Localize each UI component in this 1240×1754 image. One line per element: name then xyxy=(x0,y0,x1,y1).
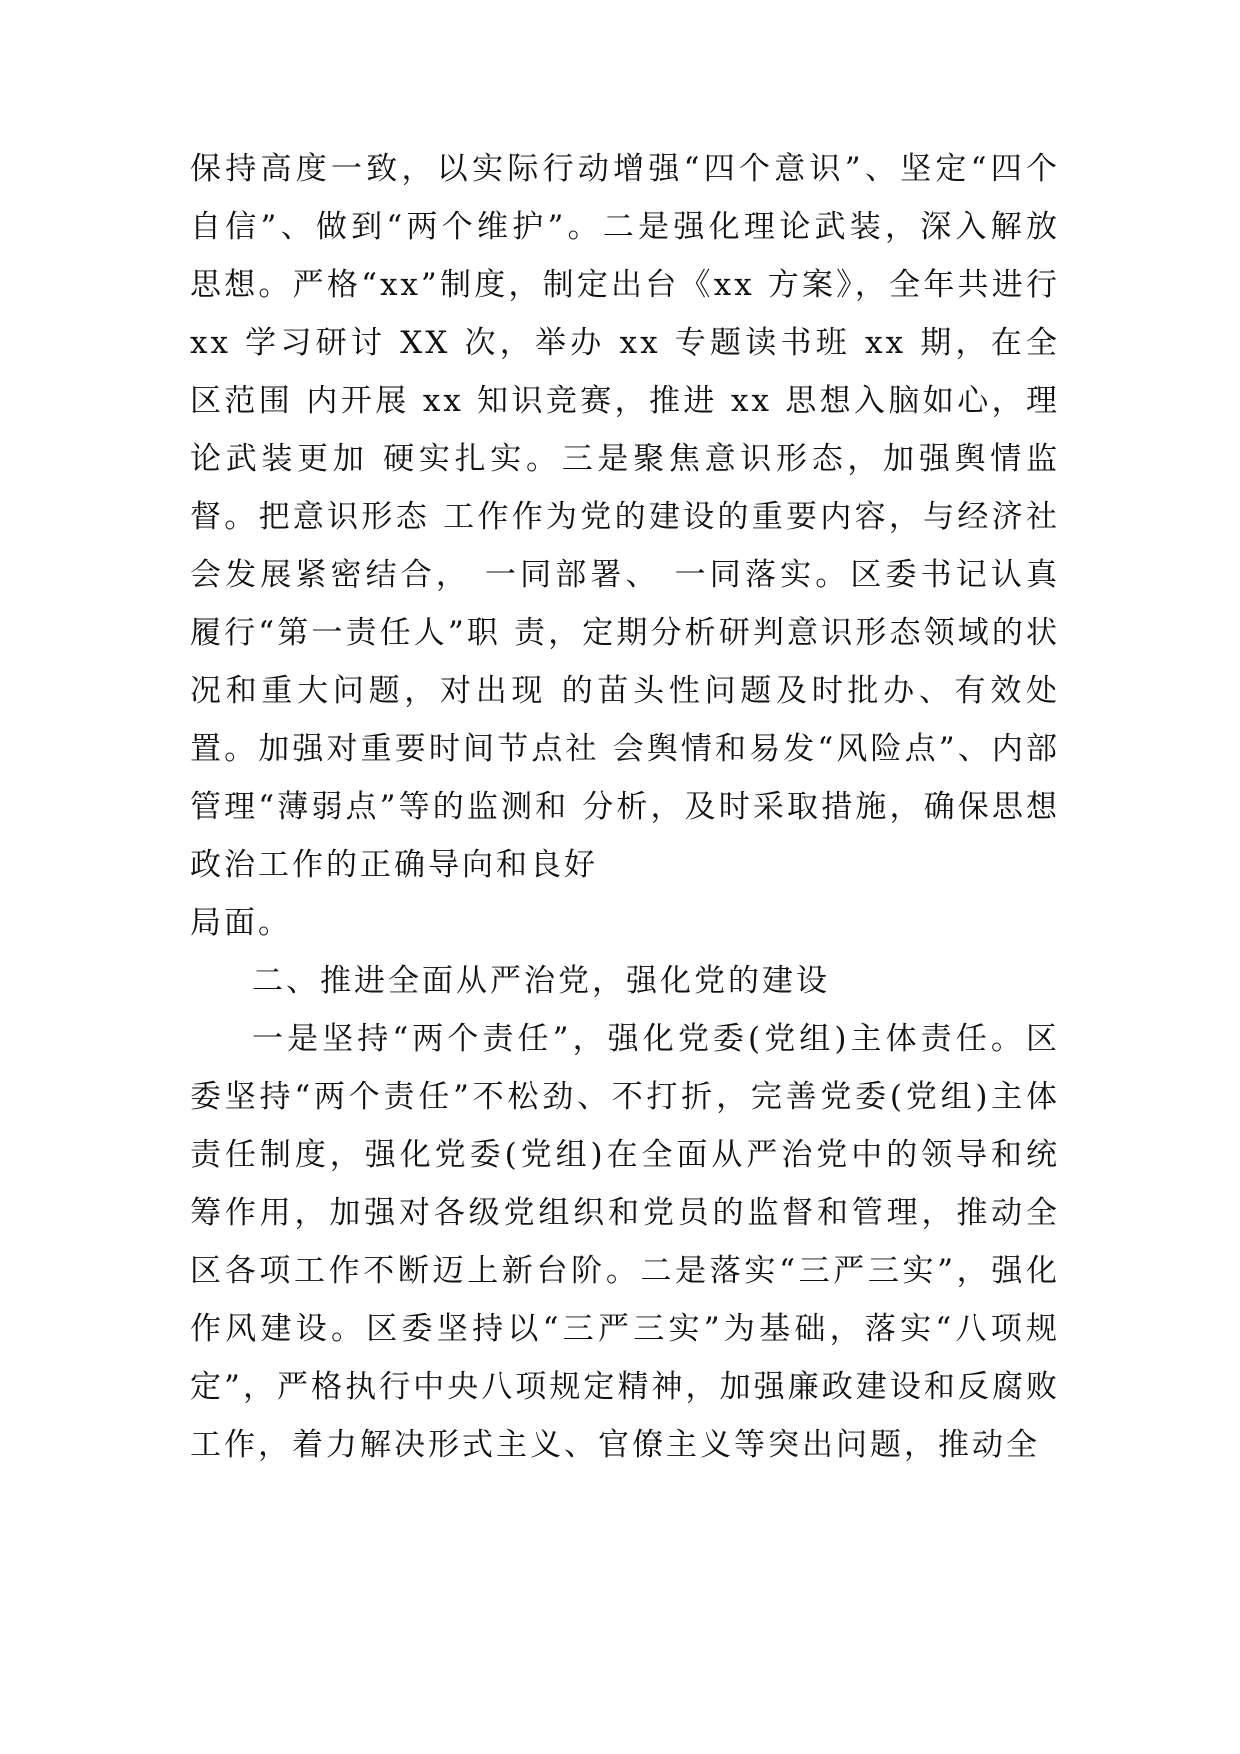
paragraph-two-responsibilities: 一是坚持“两个责任”，强化党委(党组)主体责任。区委坚持“两个责任”不松劲、不打折，完善党委(党组)主体责任制度，强化党委(党组)在全面从严治党中的领导和统筹作用，加强对各级党组织和党员的监督和管理，推动全区各项工作不断迈上新台阶。二是落实“三严三实”，强化作风建设。区委坚持以“三严三实”为基础，落实“八项规定”，严格执行中央八项规定精神，加强廉政建设和反腐败工作，着力解决形式主义、官僚主义等突出问题，推动全 xyxy=(190,1021,1060,1463)
section-heading-party-building: 二、推进全面从严治党，强化党的建设 xyxy=(252,963,830,999)
document-body xyxy=(190,140,1060,1474)
paragraph-ideology-continued: 保持高度一致，以实际行动增强“四个意识”、坚定“四个自信”、做到“两个维护”。二是强化理论武装，深入解放思想。严格“xx”制度，制定出台《xx 方案》，全年共进行 xx 学习研讨 XX 次，举办 xx 专题读书班 xx 期，在全区范围 内开展 xx 知识竞赛，推进 xx 思想入脑如心，理论武装更加 硬实扎实。三是聚焦意识形态，加强舆情监督。把意识形态 工作作为党的建设的重要内容，与经济社会发展紧密结合， 一同部署、 一同落实。区委书记认真履行“第一责任人”职 责，定期分析研判意识形态领域的状况和重大问题，对出现 的苗头性问题及时批办、有效处置。加强对重要时间节点社 会舆情和易发“风险点”、内部管理“薄弱点”等的监测和 分析，及时采取措施，确保思想政治工作的正确导向和良好 xyxy=(190,151,1060,883)
paragraph-ideology-tail: 局面。 xyxy=(190,905,292,941)
